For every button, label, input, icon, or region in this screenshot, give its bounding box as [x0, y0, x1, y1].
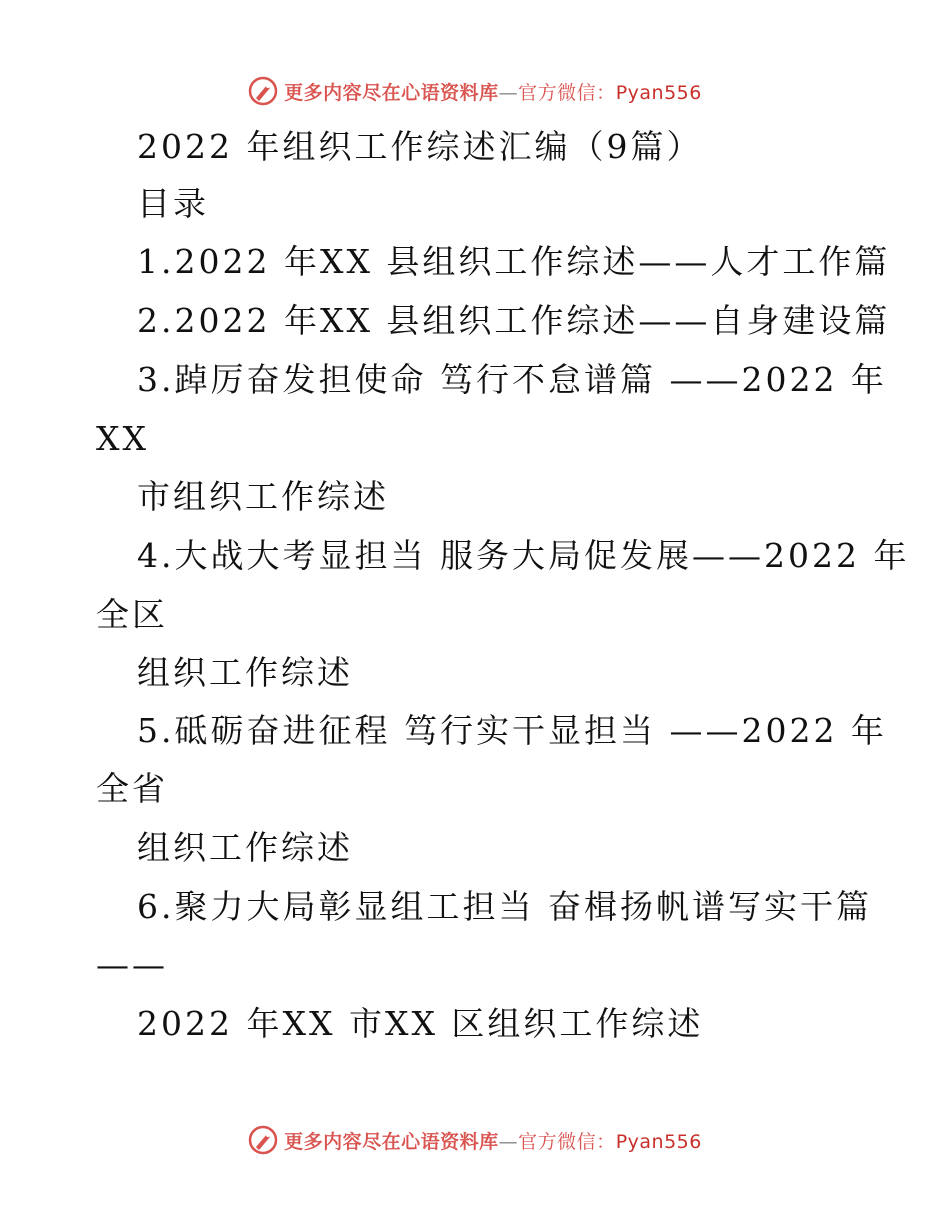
- watermark-brand: 更多内容尽在心语资料库: [284, 1130, 499, 1153]
- watermark-text: [284, 78, 702, 105]
- toc-line: 全省: [96, 769, 168, 808]
- document-title: 2022 年组织工作综述汇编（9篇）: [137, 127, 703, 166]
- toc-line: 全区: [96, 595, 168, 634]
- toc-line: 2022 年XX 市XX 区组织工作综述: [137, 1004, 704, 1043]
- watermark-account: Pyan556: [615, 81, 702, 104]
- toc-line: 6.聚力大局彰显组工担当 奋楫扬帆谱写实干篇: [137, 887, 872, 926]
- watermark-text: [284, 1127, 702, 1154]
- toc-line: 市组织工作综述: [137, 477, 389, 516]
- header-watermark: [0, 71, 950, 111]
- watermark-separator: —: [498, 1130, 519, 1153]
- watermark-label: 官方微信：: [518, 81, 616, 104]
- toc-line: 4.大战大考显担当 服务大局促发展——2022 年: [137, 536, 910, 575]
- toc-line: ——: [96, 945, 168, 984]
- watermark-brand: 更多内容尽在心语资料库: [284, 81, 499, 104]
- watermark-account: Pyan556: [615, 1130, 702, 1153]
- toc-line: 1.2022 年XX 县组织工作综述——人才工作篇: [137, 242, 891, 281]
- pen-nib-logo-icon: [248, 1125, 278, 1155]
- toc-heading: 目录: [137, 184, 209, 223]
- toc-line: XX: [96, 419, 149, 458]
- toc-line: 3.踔厉奋发担使命 笃行不怠谱篇 ——2022 年: [137, 360, 887, 399]
- watermark-separator: —: [498, 81, 519, 104]
- toc-line: 组织工作综述: [137, 828, 353, 867]
- toc-line: 5.砥砺奋进征程 笃行实干显担当 ——2022 年: [137, 711, 887, 750]
- toc-line: 2.2022 年XX 县组织工作综述——自身建设篇: [137, 301, 891, 340]
- toc-line: 组织工作综述: [137, 653, 353, 692]
- pen-nib-logo-icon: [248, 76, 278, 106]
- watermark-label: 官方微信：: [518, 1130, 616, 1153]
- footer-watermark: [0, 1120, 950, 1160]
